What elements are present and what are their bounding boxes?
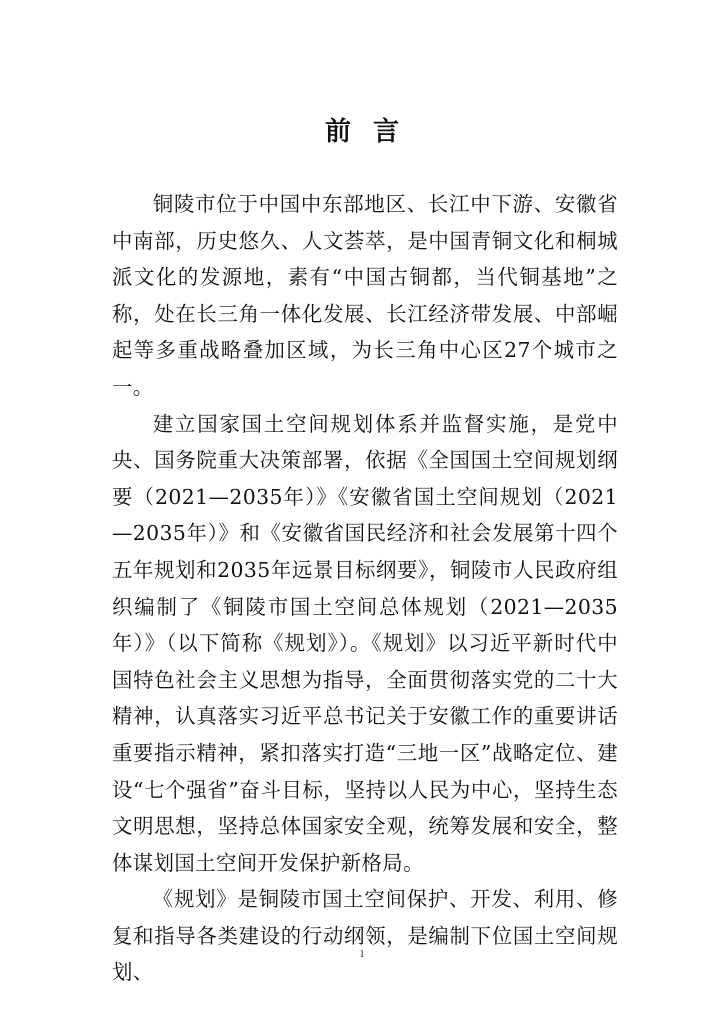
paragraph: 铜陵市位于中国中东部地区、长江中下游、安徽省中南部，历史悠久、人文荟萃，是中国青铜文化和桐城派文化的发源地，素有“中国古铜都，当代铜基地”之称，处在长三角一体化发展、长江经济带发展、中部崛起等多重战略叠加区域，为长三角中心区27个城市之一。 — [112, 192, 618, 399]
body-text — [112, 186, 618, 991]
page-number: 1 — [359, 949, 365, 960]
page-title: 前言 — [324, 117, 421, 147]
paragraph: 建立国家国土空间规划体系并监督实施，是党中央、国务院重大决策部署，依据《全国国土空间规划纲要（2021—2035年）》《安徽省国土空间规划（2021—2035年）》和《安徽省国民经济和社会发展第十四个五年规划和2035年远景目标纲要》，铜陵市人民政府组织编制了《铜陵市国土空间总体规划（2021—2035年）》（以下简称《规划》）。《规划》以习近平新时代中国特色社会主义思想为指导，全面贯彻落实党的二十大精神，认真落实习近平总书记关于安徽工作的重要讲话重要指示精神，紧扣落实打造“三地一区”战略定位、建设“七个强省”奋斗目标，坚持以人民为中心，坚持生态文明思想，坚持总体国家安全观，统筹发展和安全，整体谋划国土空间开发保护新格局。 — [112, 411, 618, 875]
paragraph: 《规划》是铜陵市国土空间保护、开发、利用、修复和指导各类建设的行动纲领，是编制下位国土空间规划、 — [112, 887, 618, 985]
